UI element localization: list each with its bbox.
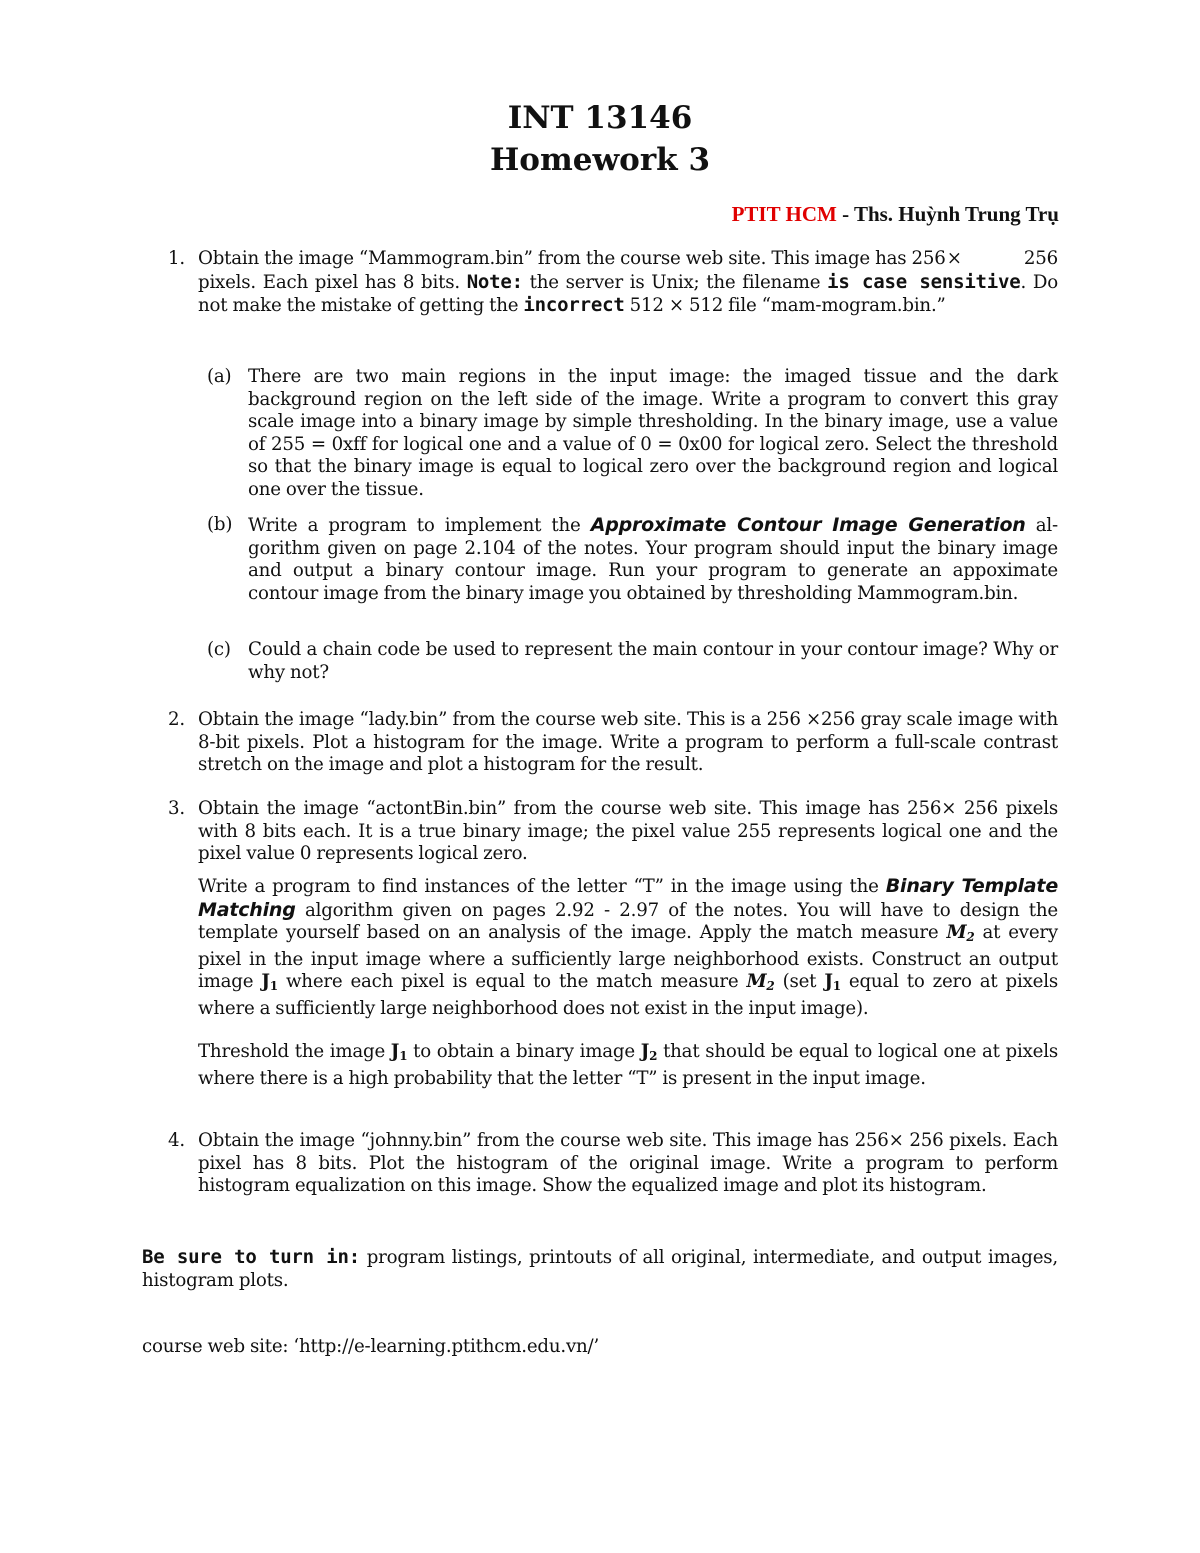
author-line bbox=[732, 202, 1059, 227]
question-3 bbox=[168, 798, 1058, 866]
question-number: 1. bbox=[168, 248, 185, 269]
question-4-text: Obtain the image “johnny.bin” from the course web site. This image has 256× 256 pixels. Each pixel has 8 bits. Plot the histogram of the original image. Write a program to perform histogram equalization on this image. Show the equalized image and plot its histogram. bbox=[198, 1130, 1058, 1196]
question-number: 4. bbox=[168, 1130, 185, 1151]
note-label: Note: bbox=[466, 270, 523, 293]
turn-in-text: program listings, printouts of all original, intermediate, and output images, histogram plots. bbox=[142, 1247, 1058, 1291]
author-separator: - bbox=[836, 202, 854, 226]
binary-image-symbol: $J_2$ bbox=[640, 1041, 658, 1063]
subquestion-label: (a) bbox=[207, 366, 232, 387]
subquestion-label: (c) bbox=[207, 639, 231, 660]
question-number: 2. bbox=[168, 709, 185, 730]
subquestion-text: There are two main regions in the input image: the imaged tissue and the dark background region on the left side of the image. Write a program to convert this gray scale image into a binary image by simple thresholding. In the binary image, use a value of 255 = 0xff for logical one and a value of 0 = 0x00 for logical zero. Select the threshold so that the binary image is equal to logical zero over the background region and logical one over the tissue. bbox=[248, 366, 1058, 500]
course-code-title: INT 13146 bbox=[507, 100, 693, 136]
question-4 bbox=[168, 1130, 1058, 1198]
question-1c bbox=[207, 639, 1058, 684]
algorithm-name: Binary Template Matching bbox=[198, 875, 1059, 921]
match-measure-symbol: $M_2$ bbox=[946, 922, 975, 944]
question-2 bbox=[168, 709, 1058, 777]
output-image-symbol: $J_1$ bbox=[261, 971, 278, 993]
homework-title: Homework 3 bbox=[489, 142, 711, 178]
question-1-text-b: 256 pixels. Each pixel has 8 bits. bbox=[198, 248, 1058, 293]
turn-in-label: Be sure to turn in: bbox=[142, 1246, 360, 1268]
question-3-text: Obtain the image “actontBin.bin” from the course web site. This image has 256× 256 pixels with 8 bits each. It is a true binary image; the pixel value 255 represents logical one and the pixel value 0 represents logical zero. bbox=[198, 798, 1058, 864]
subquestion-text-post: al- gorithm given on page 2.104 of the notes. Your program should input the binary image and output a binary contour image. Run your program to generate an appoximate contour image from the binary image you obtained by thresholding Mammogram.bin. bbox=[248, 515, 1058, 604]
subquestion-text-pre: Write a program to implement the bbox=[248, 515, 581, 536]
question-1-text-e: 512 × 512 file “mam-mogram.bin.” bbox=[629, 295, 946, 316]
para2-mid1: algorithm given on pages 2.92 - 2.97 of the notes. You will have to design the template yourself based on an analysis of the image. Apply the match measure bbox=[198, 899, 1058, 943]
question-1 bbox=[168, 248, 1058, 318]
para2-pre: Write a program to find instances of the letter “T” in the image using the bbox=[198, 876, 879, 897]
para2-mid4: (set bbox=[782, 971, 817, 992]
question-3-paragraph-3 bbox=[198, 1041, 1058, 1090]
para3-mid: to obtain a binary image bbox=[413, 1041, 635, 1062]
case-sensitive-label: is case sensitive bbox=[827, 270, 1021, 293]
para2-end: equal to zero at pixels where a sufficiently large neighborhood does not exist in the input image). bbox=[198, 971, 1058, 1019]
output-image-symbol: $J_1$ bbox=[390, 1041, 408, 1063]
institution-name: PTIT HCM bbox=[731, 202, 837, 226]
instructor-name: Ths. Huỳnh Trung Trụ bbox=[853, 202, 1059, 226]
question-1-text-c: the server is Unix; the filename bbox=[529, 271, 821, 293]
times-symbol: × bbox=[946, 248, 962, 269]
output-image-symbol: $J_1$ bbox=[824, 971, 841, 993]
incorrect-label: incorrect bbox=[523, 294, 625, 316]
question-1-text-d: . Do not make the mistake of getting the bbox=[198, 271, 1058, 316]
question-1-text-a: Obtain the image “Mammogram.bin” from the course web site. This image has 256 bbox=[198, 248, 946, 269]
subquestion-text: Could a chain code be used to represent the main contour in your contour image? Why or why not? bbox=[248, 639, 1058, 683]
para3-pre: Threshold the image bbox=[198, 1041, 386, 1062]
course-web-site: course web site: ‘http://e-learning.ptithcm.edu.vn/’ bbox=[142, 1336, 600, 1357]
question-3-paragraph-2 bbox=[198, 875, 1058, 1020]
match-measure-symbol: $M_2$ bbox=[746, 971, 775, 993]
para2-mid2: at every pixel in the input image where a sufficiently large neighborhood exists. Construct an output image bbox=[198, 922, 1058, 992]
question-2-text: Obtain the image “lady.bin” from the course web site. This is a 256 ×256 gray scale image with 8-bit pixels. Plot a histogram for the image. Write a program to perform a full-scale contrast stretch on the image and plot a histogram for the result. bbox=[198, 709, 1058, 775]
para3-end: that should be equal to logical one at pixels where there is a high probability that the letter “T” is present in the input image. bbox=[198, 1041, 1058, 1089]
question-1a bbox=[207, 366, 1058, 501]
turn-in-instructions bbox=[142, 1246, 1058, 1292]
para2-mid3: where each pixel is equal to the match measure bbox=[285, 971, 739, 992]
algorithm-name: Approximate Contour Image Generation bbox=[590, 514, 1026, 536]
question-1b bbox=[207, 514, 1058, 605]
question-number: 3. bbox=[168, 798, 185, 819]
subquestion-label: (b) bbox=[207, 514, 233, 535]
